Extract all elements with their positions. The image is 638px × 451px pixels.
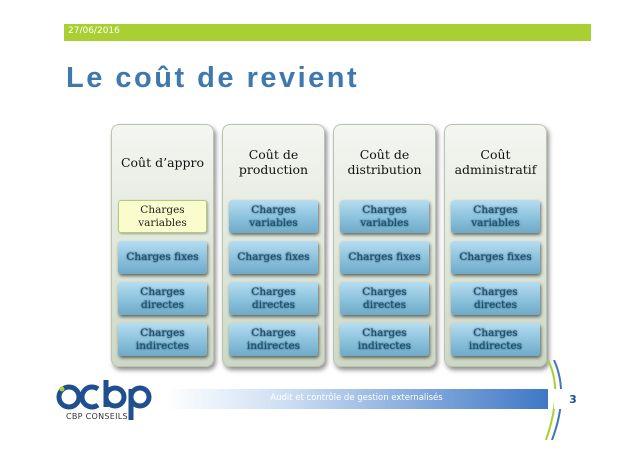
footer-text: Audit et contrôle de gestion externalisés — [270, 393, 443, 403]
footer-bar — [165, 389, 548, 409]
cell-charges-variables[interactable]: Charges variables — [451, 200, 540, 233]
column-heading: Coût de production — [238, 147, 309, 177]
cell-charges-variables[interactable]: Charges variables — [229, 200, 318, 233]
cell-charges-directes[interactable]: Charges directes — [229, 282, 318, 315]
cell-charges-fixes[interactable]: Charges fixes — [340, 241, 429, 274]
cell-charges-directes[interactable]: Charges directes — [451, 282, 540, 315]
slide-date: 27/06/2016 — [68, 26, 120, 36]
column-cout-distribution[interactable] — [333, 124, 436, 367]
slide-title: Le coût de revient — [66, 62, 360, 94]
column-heading: Coût administratif — [454, 147, 537, 177]
cell-charges-variables[interactable]: Charges variables — [340, 200, 429, 233]
cell-charges-fixes[interactable]: Charges fixes — [118, 241, 207, 274]
cell-charges-indirectes[interactable]: Charges indirectes — [229, 323, 318, 356]
page-number: 3 — [554, 389, 592, 409]
cell-charges-directes[interactable]: Charges directes — [118, 282, 207, 315]
cell-charges-fixes[interactable]: Charges fixes — [451, 241, 540, 274]
column-heading: Coût de distribution — [347, 147, 422, 177]
column-cout-production[interactable] — [222, 124, 325, 367]
cell-charges-directes[interactable]: Charges directes — [340, 282, 429, 315]
column-cout-appro[interactable] — [111, 124, 214, 367]
date-bar — [64, 24, 591, 41]
column-cout-administratif[interactable] — [444, 124, 547, 367]
cell-charges-indirectes[interactable]: Charges indirectes — [118, 323, 207, 356]
logo-caption: CBP CONSEILS — [66, 412, 128, 421]
column-heading: Coût d’appro — [120, 154, 205, 170]
cell-charges-variables[interactable]: Charges variables — [118, 200, 207, 233]
cell-charges-fixes[interactable]: Charges fixes — [229, 241, 318, 274]
cell-charges-indirectes[interactable]: Charges indirectes — [451, 323, 540, 356]
cell-charges-indirectes[interactable]: Charges indirectes — [340, 323, 429, 356]
